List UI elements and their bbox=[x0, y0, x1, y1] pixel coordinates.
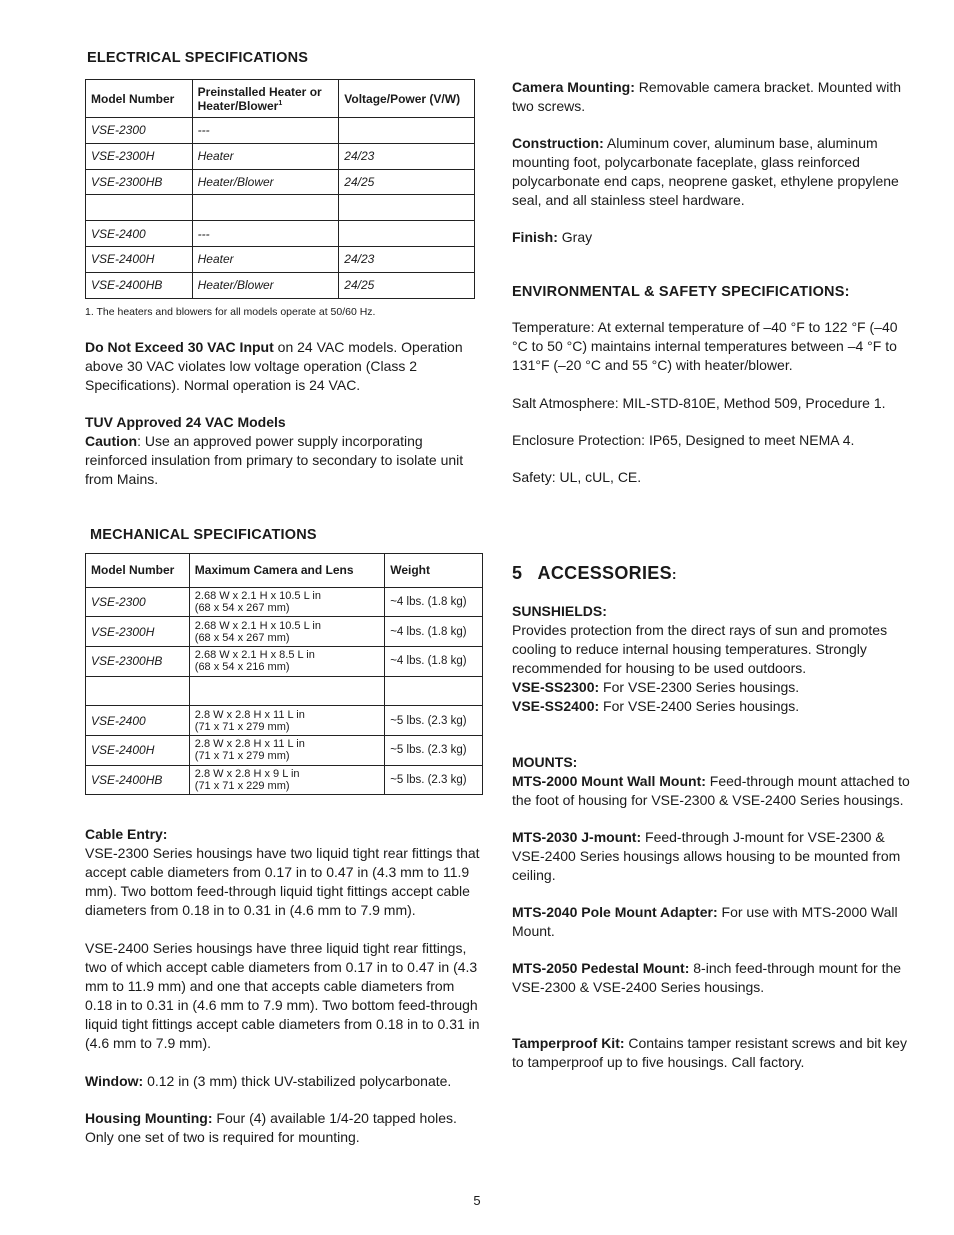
heater-cell: --- bbox=[192, 221, 339, 247]
heater-cell: --- bbox=[192, 118, 339, 144]
heater-cell bbox=[192, 195, 339, 221]
electrical-table-row bbox=[86, 169, 475, 195]
mechanical-table-row bbox=[86, 587, 483, 617]
cable-entry-p2: VSE-2400 Series housings have three liquid tight rear fittings, two of which accept cable diameters from 0.17 in to 0.47 in (4.3 mm to 11.9 mm) and one that accepts cable diameters from 0.18 in to 0.31 in (4.6 mm to 7.9 mm). Two bottom feed-through liquid tight fittings accept cable diameters from 0.18 in to 0.31 in (4.6 mm to 7.9 mm). bbox=[85, 940, 480, 1052]
salt-atmosphere-spec: Salt Atmosphere: MIL-STD-810E, Method 509, Procedure 1. bbox=[512, 395, 886, 411]
electrical-heading: ELECTRICAL SPECIFICATIONS bbox=[87, 50, 309, 66]
mechanical-table-row bbox=[86, 706, 483, 736]
dimensions-in: 2.68 W x 2.1 H x 10.5 L in bbox=[194, 619, 321, 632]
mechanical-table-row bbox=[86, 646, 483, 676]
model-cell: VSE-2300H bbox=[86, 617, 190, 647]
mechanical-table-header bbox=[86, 553, 483, 587]
electrical-table-row bbox=[86, 143, 475, 169]
window-spec: Window: 0.12 in (3 mm) thick UV-stabilized polycarbonate. bbox=[85, 1073, 452, 1090]
dimensions-in: 2.8 W x 2.8 H x 9 L in bbox=[194, 768, 300, 781]
electrical-table bbox=[85, 79, 475, 299]
weight-cell: ~5 lbs. (2.3 kg) bbox=[385, 706, 483, 736]
electrical-header-heater: Preinstalled Heater or Heater/Blower$^1$ bbox=[192, 80, 339, 118]
electrical-header-model: Model Number bbox=[86, 80, 193, 118]
voltage-cell: 24/25 bbox=[339, 272, 475, 298]
dimensions-mm: (68 x 54 x 267 mm) bbox=[194, 601, 290, 614]
mechanical-table-row bbox=[86, 736, 483, 766]
dimensions-in: 2.68 W x 2.1 H x 8.5 L in bbox=[194, 649, 315, 662]
sunshield-item: VSE-SS2300: For VSE-2300 Series housings. bbox=[512, 679, 800, 695]
mount-item: MTS-2030 J-mount: Feed-through J-mount for VSE-2300 & VSE-2400 Series housings allows housing to be mounted from ceiling. bbox=[512, 829, 901, 883]
electrical-table-row bbox=[86, 118, 475, 144]
cable-entry-p1: VSE-2300 Series housings have two liquid tight rear fittings that accept cable diameters from 0.17 in to 0.47 in (4.3 mm to 11.9 mm). Two bottom feed-through liquid tight fittings accept cable diameters from 0.18 in to 0.31 in (4.6 mm to 7.9 mm). bbox=[85, 845, 480, 919]
finish-spec: Finish: Gray bbox=[512, 229, 593, 245]
left-column bbox=[85, 50, 485, 1147]
electrical-table-row bbox=[86, 195, 475, 221]
voltage-cell: 24/23 bbox=[339, 246, 475, 272]
mount-item: MTS-2000 Mount Wall Mount: Feed-through mount attached to the foot of housing for VSE-2300 & VSE-2400 Series housings. bbox=[512, 773, 910, 808]
model-cell: VSE-2300HB bbox=[86, 646, 190, 676]
voltage-cell bbox=[339, 118, 475, 144]
heater-cell: Heater bbox=[192, 143, 339, 169]
environmental-heading: ENVIRONMENTAL & SAFETY SPECIFICATIONS: bbox=[512, 284, 850, 300]
electrical-table-row bbox=[86, 272, 475, 298]
tuv-caution: Caution: Use an approved power supply incorporating reinforced insulation from primary to secondary to isolate unit from Mains. bbox=[85, 432, 464, 487]
dimensions-cell bbox=[189, 646, 384, 676]
cable-entry-heading: Cable Entry: bbox=[85, 826, 168, 843]
model-cell: VSE-2300 bbox=[86, 118, 193, 144]
model-cell: VSE-2300H bbox=[86, 143, 193, 169]
mount-item: MTS-2050 Pedestal Mount: 8-inch feed-through mount for the VSE-2300 & VSE-2400 Series housings. bbox=[512, 960, 902, 995]
mechanical-header-model: Model Number bbox=[86, 553, 190, 587]
sunshields-heading: SUNSHIELDS: bbox=[512, 603, 607, 619]
dimensions-mm: (68 x 54 x 267 mm) bbox=[194, 631, 290, 644]
mounts-heading: MOUNTS: bbox=[512, 754, 578, 770]
weight-cell bbox=[385, 676, 483, 706]
model-cell: VSE-2400H bbox=[86, 736, 190, 766]
right-column bbox=[512, 78, 912, 1072]
temperature-spec: Temperature: At external temperature of –40 °F to 122 °F (–40 °C to 50 °C) maintains internal temperatures between –4 °F to 131°F (–20 °C and 55 °C) with heater/blower. bbox=[512, 319, 898, 373]
weight-cell: ~4 lbs. (1.8 kg) bbox=[385, 587, 483, 617]
mechanical-table bbox=[85, 553, 483, 796]
dimensions-in: 2.8 W x 2.8 H x 11 L in bbox=[194, 738, 305, 751]
electrical-header-voltage: Voltage/Power (V/W) bbox=[339, 80, 475, 118]
mechanical-header-weight: Weight bbox=[385, 553, 483, 587]
sunshield-item: VSE-SS2400: For VSE-2400 Series housings. bbox=[512, 698, 800, 714]
voltage-cell: 24/23 bbox=[339, 143, 475, 169]
dimensions-in: 2.8 W x 2.8 H x 11 L in bbox=[194, 708, 305, 721]
model-cell: VSE-2400H bbox=[86, 246, 193, 272]
model-cell bbox=[86, 195, 193, 221]
dimensions-cell bbox=[189, 706, 384, 736]
dimensions-mm: (71 x 71 x 279 mm) bbox=[194, 720, 290, 733]
mount-item: MTS-2040 Pole Mount Adapter: For use with MTS-2000 Wall Mount. bbox=[512, 904, 898, 939]
mechanical-header-camera: Maximum Camera and Lens bbox=[189, 553, 384, 587]
weight-cell: ~4 lbs. (1.8 kg) bbox=[385, 617, 483, 647]
housing-mounting-spec: Housing Mounting: Four (4) available 1/4-20 tapped holes. Only one set of two is required for mounting. bbox=[85, 1110, 457, 1146]
dimensions-cell bbox=[189, 587, 384, 617]
model-cell: VSE-2400 bbox=[86, 706, 190, 736]
mechanical-table-row bbox=[86, 676, 483, 706]
sunshields-description: Provides protection from the direct rays of sun and promotes cooling to reduce internal housing temperatures. Strongly recommended for housing to be used outdoors. bbox=[512, 622, 888, 676]
enclosure-protection-spec: Enclosure Protection: IP65, Designed to meet NEMA 4. bbox=[512, 432, 855, 448]
electrical-table-row bbox=[86, 221, 475, 247]
weight-cell: ~5 lbs. (2.3 kg) bbox=[385, 736, 483, 766]
dimensions-mm: (71 x 71 x 279 mm) bbox=[194, 750, 290, 763]
mechanical-heading: MECHANICAL SPECIFICATIONS bbox=[90, 526, 317, 543]
page-number: 5 bbox=[473, 1193, 481, 1208]
model-cell: VSE-2300 bbox=[86, 587, 190, 617]
model-cell: VSE-2400 bbox=[86, 221, 193, 247]
construction-spec: Construction: Aluminum cover, aluminum base, aluminum mounting foot, polycarbonate faceplate, glass reinforced polycarbonate end caps, neoprene gasket, ethylene propylene seal, and all stainless steel hardware. bbox=[512, 135, 899, 208]
dimensions-cell bbox=[189, 765, 384, 795]
dimensions-cell bbox=[189, 676, 384, 706]
electrical-footnote: 1. The heaters and blowers for all models operate at 50/60 Hz. bbox=[85, 305, 376, 318]
dimensions-mm: (68 x 54 x 216 mm) bbox=[194, 661, 290, 674]
heater-cell: Heater/Blower bbox=[192, 272, 339, 298]
voltage-warning: Do Not Exceed 30 VAC Input on 24 VAC models. Operation above 30 VAC violates low voltage operation (Class 2 Specifications). Normal operation is 24 VAC. bbox=[85, 338, 463, 393]
weight-cell: ~4 lbs. (1.8 kg) bbox=[385, 646, 483, 676]
safety-spec: Safety: UL, cUL, CE. bbox=[512, 469, 642, 485]
camera-mounting-spec: Camera Mounting: Removable camera bracket. Mounted with two screws. bbox=[512, 79, 902, 114]
mechanical-table-row bbox=[86, 765, 483, 795]
dimensions-cell bbox=[189, 736, 384, 766]
heater-cell: Heater bbox=[192, 246, 339, 272]
tuv-heading: TUV Approved 24 VAC Models bbox=[85, 413, 286, 430]
model-cell: VSE-2400HB bbox=[86, 765, 190, 795]
weight-cell: ~5 lbs. (2.3 kg) bbox=[385, 765, 483, 795]
voltage-cell bbox=[339, 195, 475, 221]
dimensions-cell bbox=[189, 617, 384, 647]
dimensions-mm: (71 x 71 x 229 mm) bbox=[194, 780, 290, 793]
dimensions-in: 2.68 W x 2.1 H x 10.5 L in bbox=[194, 589, 321, 602]
electrical-table-row bbox=[86, 246, 475, 272]
model-cell: VSE-2400HB bbox=[86, 272, 193, 298]
voltage-cell: 24/25 bbox=[339, 169, 475, 195]
model-cell bbox=[86, 676, 190, 706]
model-cell: VSE-2300HB bbox=[86, 169, 193, 195]
heater-cell: Heater/Blower bbox=[192, 169, 339, 195]
voltage-cell bbox=[339, 221, 475, 247]
electrical-table-header bbox=[86, 80, 475, 118]
tamperproof-kit: Tamperproof Kit: Contains tamper resistant screws and bit key to tamperproof up to five housings. Call factory. bbox=[512, 1035, 907, 1070]
mechanical-table-row bbox=[86, 617, 483, 647]
accessories-heading: 5 ACCESSORIES: bbox=[512, 563, 677, 583]
